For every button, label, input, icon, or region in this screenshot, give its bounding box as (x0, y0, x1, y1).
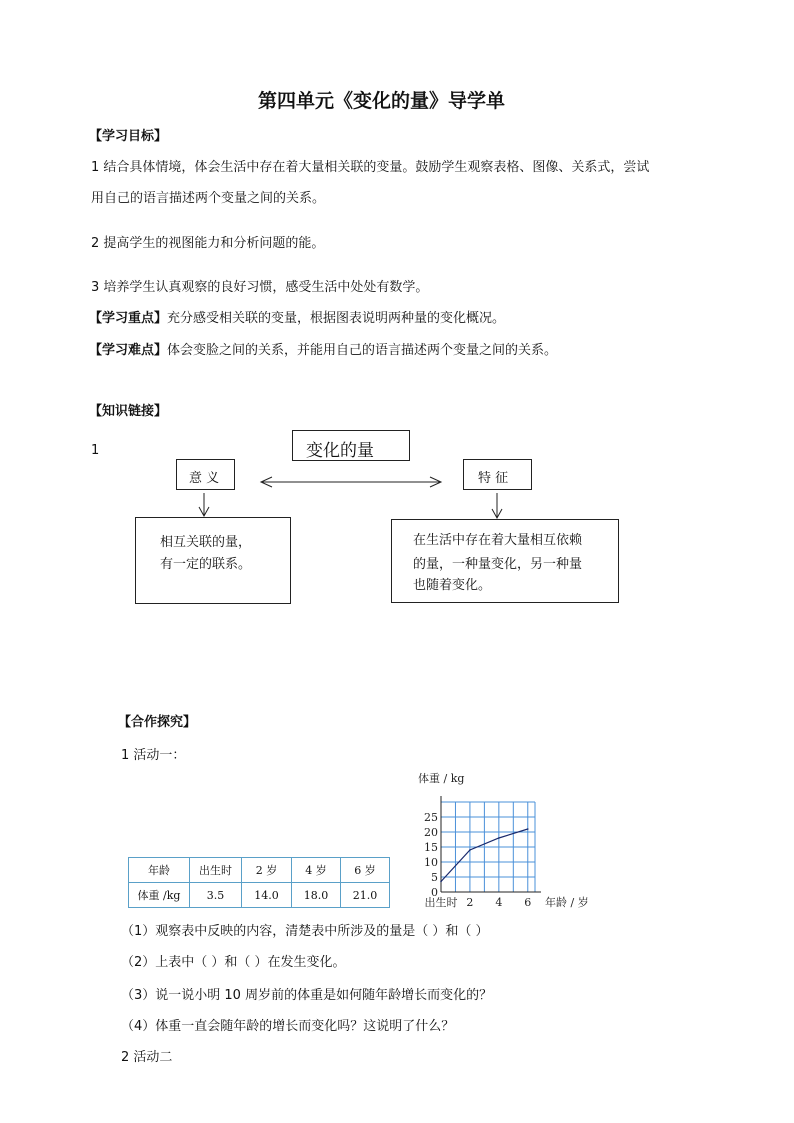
concept-center-label: 变化的量 (306, 441, 374, 461)
x-tick-label: 6 (524, 896, 532, 909)
goal-item-3: 3 培养学生认真观察的良好习惯，感受生活中处处有数学。 (91, 280, 429, 295)
y-tick-label: 20 (424, 826, 438, 839)
feature-label: 特 征 (478, 471, 509, 486)
table-cell: 4 岁 (292, 858, 341, 883)
goal-item-2: 2 提高学生的视图能力和分析问题的能。 (91, 236, 325, 251)
question-4: （4）体重一直会随年龄的增长而变化吗？这说明了什么？ (121, 1019, 455, 1034)
question-3: （3）说一说小明 10 周岁前的体重是如何随年龄增长而变化的？ (121, 988, 493, 1003)
weight-chart (400, 765, 620, 915)
x-tick-label: 4 (495, 896, 503, 909)
y-axis-label: 体重 / kg (418, 772, 465, 785)
x-tick-label: 出生时 (424, 896, 458, 909)
feature-description-line-3: 也随着变化。 (413, 578, 492, 593)
goal-item-1-line-2: 用自己的语言描述两个变量之间的关系。 (91, 191, 326, 206)
goal-item-1-line-1: 1 结合具体情境，体会生活中存在着大量相关联的变量。鼓励学生观察表格、图像、关系式，尝试 (91, 160, 650, 175)
table-cell: 14.0 (242, 883, 292, 908)
y-tick-label: 10 (424, 856, 438, 869)
goals-heading: 【学习目标】 (89, 129, 168, 144)
feature-description-line-2: 的量，一种量变化，另一种量 (413, 557, 583, 572)
weight-data-point (527, 828, 529, 830)
question-1: （1）观察表中反映的内容，清楚表中所涉及的量是（ ）和（ ） (121, 924, 489, 939)
key-point-text: 充分感受相关联的变量，根据图表说明两种量的变化概况。 (167, 311, 506, 326)
meaning-description-box (135, 517, 291, 604)
x-tick-label: 2 (466, 896, 474, 909)
y-tick-label: 5 (431, 871, 438, 884)
page-title: 第四单元《变化的量》导学单 (258, 90, 506, 112)
weight-data-point (440, 881, 442, 883)
y-tick-label: 15 (424, 841, 438, 854)
table-cell: 3.5 (190, 883, 242, 908)
table-cell: 体重 /kg (129, 883, 190, 908)
table-cell: 出生时 (190, 858, 242, 883)
weight-data-point (498, 837, 500, 839)
table-cell: 21.0 (341, 883, 390, 908)
knowledge-number: 1 (91, 443, 100, 458)
table-cell: 2 岁 (242, 858, 292, 883)
activity-2-label: 2 活动二 (121, 1050, 173, 1065)
question-2: （2）上表中（ ）和（ ）在发生变化。 (121, 955, 346, 970)
table-cell: 年龄 (129, 858, 190, 883)
table-row (129, 883, 390, 908)
knowledge-heading: 【知识链接】 (89, 404, 168, 419)
y-tick-label: 25 (424, 811, 438, 824)
feature-description-line-1: 在生活中存在着大量相互依赖 (413, 533, 583, 548)
activity-1-label: 1 活动一： (121, 748, 186, 763)
cooperate-heading: 【合作探究】 (118, 715, 197, 730)
table-cell: 18.0 (292, 883, 341, 908)
x-axis-label: 年龄 / 岁 (545, 896, 589, 909)
feature-description-box (391, 519, 619, 603)
difficult-point-label: 【学习难点】 (89, 343, 168, 358)
key-point-label: 【学习重点】 (89, 311, 168, 326)
difficult-point-text: 体会变脸之间的关系，并能用自己的语言描述两个变量之间的关系。 (167, 343, 558, 358)
table-cell: 6 岁 (341, 858, 390, 883)
weight-data-point (469, 849, 471, 851)
meaning-description-line-2: 有一定的联系。 (160, 557, 252, 572)
y-tick-label: 0 (431, 886, 438, 899)
table-row (129, 858, 390, 883)
meaning-description-line-1: 相互关联的量， (160, 535, 252, 550)
meaning-label: 意 义 (189, 471, 220, 486)
age-weight-table (128, 857, 390, 908)
